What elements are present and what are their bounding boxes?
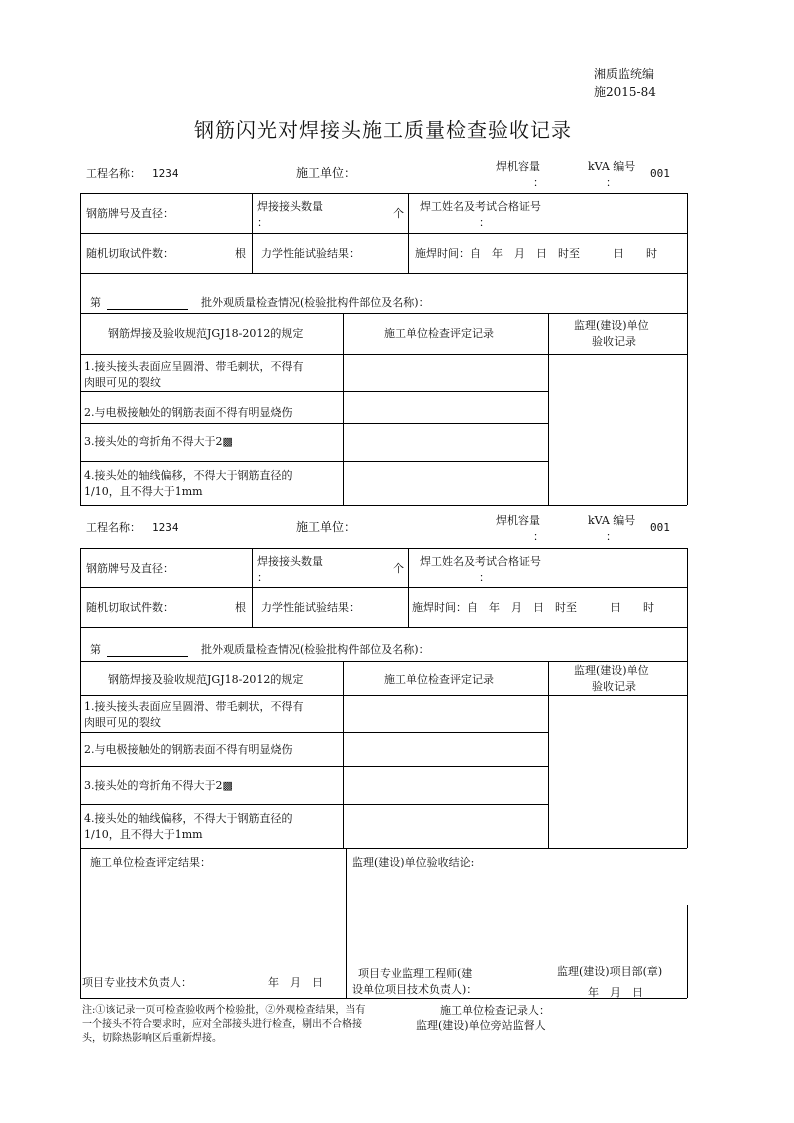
number-value: 001 bbox=[650, 167, 670, 180]
joint-count-label: 焊接接头数量 bbox=[257, 200, 323, 213]
batch-prefix: 第 bbox=[90, 643, 101, 656]
check-item-1: 1.接头接头表面应呈圆滑、带毛刺状，不得有 bbox=[84, 700, 304, 713]
check-item-3: 3.接头处的弯折角不得大于2▩ bbox=[84, 435, 233, 448]
note-line-1: 注:①该记录一页可检查验收两个检验批，②外观检查结果，当有 bbox=[82, 1005, 366, 1016]
project-name-value: 1234 bbox=[152, 521, 179, 534]
batch-prefix: 第 bbox=[90, 296, 101, 309]
supervision-conclusion-label: 监理(建设)单位验收结论: bbox=[352, 856, 475, 869]
batch-number-blank bbox=[107, 309, 188, 310]
check-item-1: 1.接头接头表面应呈圆滑、带毛刺状，不得有 bbox=[84, 360, 304, 373]
rebar-grade-label: 钢筋牌号及直径： bbox=[86, 207, 174, 220]
check-item-4-line2: 1/10，且不得大于1mm bbox=[84, 828, 203, 841]
project-name-label: 工程名称： bbox=[86, 521, 141, 534]
construction-unit-label: 施工单位： bbox=[296, 520, 357, 534]
site-supervisor-label: 监理(建设)单位旁站监督人 bbox=[416, 1019, 546, 1032]
project-name-value: 1234 bbox=[152, 167, 179, 180]
mechanical-test-label: 力学性能试验结果： bbox=[261, 247, 360, 260]
note-line-2: 一个接头不符合要求时，应对全部接头进行检查，剔出不合格接 bbox=[82, 1019, 362, 1030]
department-seal-label: 监理(建设)项目部(章) bbox=[557, 965, 663, 978]
construction-record-header: 施工单位检查评定记录 bbox=[384, 327, 494, 340]
batch-number-blank bbox=[107, 656, 188, 657]
supervision-engineer-label-line2: 设单位项目技术负责人)： bbox=[352, 983, 478, 996]
welder-name-label: 焊工姓名及考试合格证号 bbox=[420, 555, 541, 568]
project-name-label: 工程名称： bbox=[86, 167, 141, 180]
date-right: 年 月 日 bbox=[588, 986, 643, 999]
construction-record-header: 施工单位检查评定记录 bbox=[384, 673, 494, 686]
sample-unit: 根 bbox=[235, 247, 246, 260]
sample-count-label: 随机切取试件数： bbox=[86, 247, 174, 260]
tech-lead-signature-label: 项目专业技术负责人： bbox=[82, 976, 192, 989]
welder-name-label: 焊工姓名及考试合格证号 bbox=[420, 200, 541, 213]
colon-mark: ： bbox=[606, 176, 617, 189]
batch-appearance-label: 批外观质量检查情况(检验批构件部位及名称)： bbox=[201, 296, 430, 309]
colon-mark: ： bbox=[479, 571, 490, 584]
supervision-record-header: 监理(建设)单位 bbox=[574, 319, 649, 332]
check-item-2: 2.与电极接触处的钢筋表面不得有明显烧伤 bbox=[84, 743, 293, 756]
sample-unit: 根 bbox=[235, 601, 246, 614]
spec-column-header: 钢筋焊接及验收规范JGJ18-2012的规定 bbox=[108, 673, 304, 686]
form-code-line1: 湘质监统编 bbox=[594, 67, 655, 81]
kva-number-label: kVA 编号 bbox=[588, 160, 636, 173]
colon-mark: ： bbox=[606, 530, 617, 543]
note-line-3: 头，切除热影响区后重新焊接。 bbox=[82, 1033, 222, 1044]
spec-column-header: 钢筋焊接及验收规范JGJ18-2012的规定 bbox=[108, 327, 304, 340]
form-code-line2: 施2015-84 bbox=[594, 85, 656, 99]
check-item-2: 2.与电极接触处的钢筋表面不得有明显烧伤 bbox=[84, 406, 293, 419]
supervision-record-header: 监理(建设)单位 bbox=[574, 664, 649, 677]
page-title: 钢筋闪光对焊接头施工质量检查验收记录 bbox=[194, 118, 572, 142]
check-item-4-line2: 1/10，且不得大于1mm bbox=[84, 485, 203, 498]
sample-count-label: 随机切取试件数： bbox=[86, 601, 174, 614]
batch-appearance-label: 批外观质量检查情况(检验批构件部位及名称)： bbox=[201, 643, 430, 656]
weld-time-label: 施焊时间：自 年 月 日 时至 日 时 bbox=[415, 247, 657, 260]
colon-mark: ： bbox=[257, 571, 268, 584]
check-item-1-line2: 肉眼可见的裂纹 bbox=[84, 376, 161, 389]
colon-mark: ： bbox=[257, 216, 268, 229]
recorder-label: 施工单位检查记录人： bbox=[440, 1004, 550, 1017]
joint-count-label: 焊接接头数量 bbox=[257, 555, 323, 568]
check-item-3: 3.接头处的弯折角不得大于2▩ bbox=[84, 779, 233, 792]
rebar-grade-label: 钢筋牌号及直径： bbox=[86, 562, 174, 575]
construction-result-label: 施工单位检查评定结果： bbox=[90, 856, 211, 869]
supervision-record-header-line2: 验收记录 bbox=[592, 680, 636, 693]
weld-time-label: 施焊时间：自 年 月 日 时至 日 时 bbox=[412, 601, 654, 614]
date-left: 年 月 日 bbox=[268, 976, 323, 989]
colon-mark: ： bbox=[533, 176, 544, 189]
colon-mark: ： bbox=[533, 530, 544, 543]
check-item-4: 4.接头处的轴线偏移，不得大于钢筋直径的 bbox=[84, 812, 293, 825]
joint-unit: 个 bbox=[393, 562, 404, 575]
check-item-1-line2: 肉眼可见的裂纹 bbox=[84, 716, 161, 729]
kva-number-label: kVA 编号 bbox=[588, 514, 636, 527]
welder-capacity-label: 焊机容量 bbox=[496, 514, 540, 527]
colon-mark: ： bbox=[479, 216, 490, 229]
number-value: 001 bbox=[650, 521, 670, 534]
check-item-4: 4.接头处的轴线偏移，不得大于钢筋直径的 bbox=[84, 469, 293, 482]
supervision-engineer-label: 项目专业监理工程师(建 bbox=[358, 967, 473, 980]
construction-unit-label: 施工单位： bbox=[296, 166, 357, 180]
supervision-record-header-line2: 验收记录 bbox=[592, 335, 636, 348]
joint-unit: 个 bbox=[393, 207, 404, 220]
mechanical-test-label: 力学性能试验结果： bbox=[261, 601, 360, 614]
welder-capacity-label: 焊机容量 bbox=[496, 160, 540, 173]
